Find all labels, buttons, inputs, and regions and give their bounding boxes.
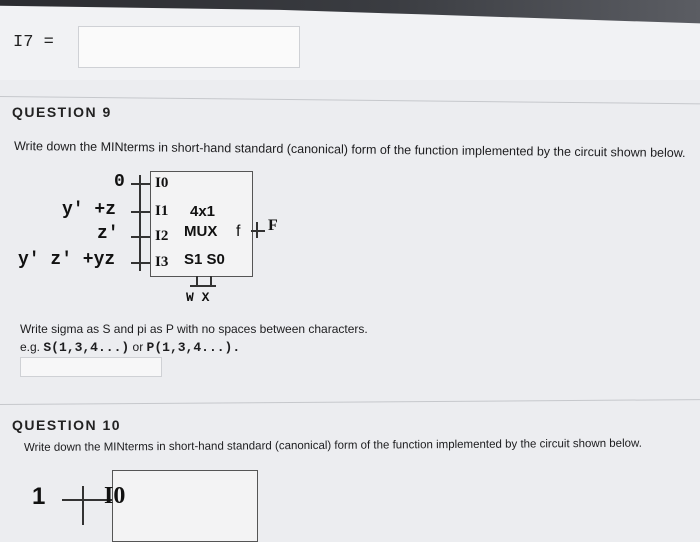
question-9-answer-input[interactable] [20, 357, 162, 377]
pin-i0: I0 [155, 175, 169, 191]
hint-example-line [20, 340, 240, 355]
wire-i0 [131, 183, 150, 185]
question-10-prompt: Write down the MINterms in short-hand standard (canonical) form of the function implemented by the circuit shown below. [23, 437, 642, 454]
hint-line: Write sigma as S and pi as P with no spaces between characters. [20, 322, 368, 336]
wire-output [251, 230, 265, 232]
mux-select-pins: S1 S0 [184, 251, 225, 268]
previous-question-row [0, 0, 700, 80]
q10-pin-i0: I0 [104, 483, 126, 509]
wire-i3 [131, 262, 150, 264]
hint-eg: e.g. [20, 340, 41, 354]
pin-i2: I2 [155, 228, 169, 244]
mux-size-label: 4x1 [190, 203, 216, 220]
select-inputs-label: W X [186, 290, 210, 305]
input-label-3: y' z' +yz [18, 250, 116, 270]
i7-label: I7 = [13, 33, 54, 52]
wire-i1 [131, 211, 150, 213]
wire-bus [139, 175, 141, 271]
question-10-title: QUESTION 10 [12, 417, 122, 433]
q10-mux-block [112, 470, 258, 542]
hint-pi-example: P(1,3,4...). [146, 340, 241, 355]
question-9-title: QUESTION 9 [12, 104, 112, 120]
hint-or: or [132, 340, 144, 354]
top-shadow [0, 0, 700, 26]
wire-output-tick [256, 222, 258, 238]
pin-i1: I1 [155, 203, 169, 219]
wire-select-bar [190, 285, 216, 287]
hint-sigma-example: S(1,3,4...) [43, 340, 130, 355]
pin-i3: I3 [155, 254, 169, 270]
wire-i2 [131, 236, 150, 238]
input-label-0: 0 [114, 172, 125, 192]
i7-answer-input[interactable] [78, 26, 300, 68]
mux-output-pin: f [236, 223, 241, 240]
mux-name-label: MUX [184, 223, 218, 240]
q10-input-label: 1 [32, 483, 46, 510]
q10-wire-bus [82, 486, 84, 525]
input-label-2: z' [97, 224, 119, 244]
divider [0, 399, 700, 405]
output-label: F [268, 217, 278, 234]
input-label-1: y' +z [62, 200, 117, 220]
question-9-prompt: Write down the MINterms in short-hand standard (canonical) form of the function implemented by the circuit shown below. [13, 139, 686, 161]
